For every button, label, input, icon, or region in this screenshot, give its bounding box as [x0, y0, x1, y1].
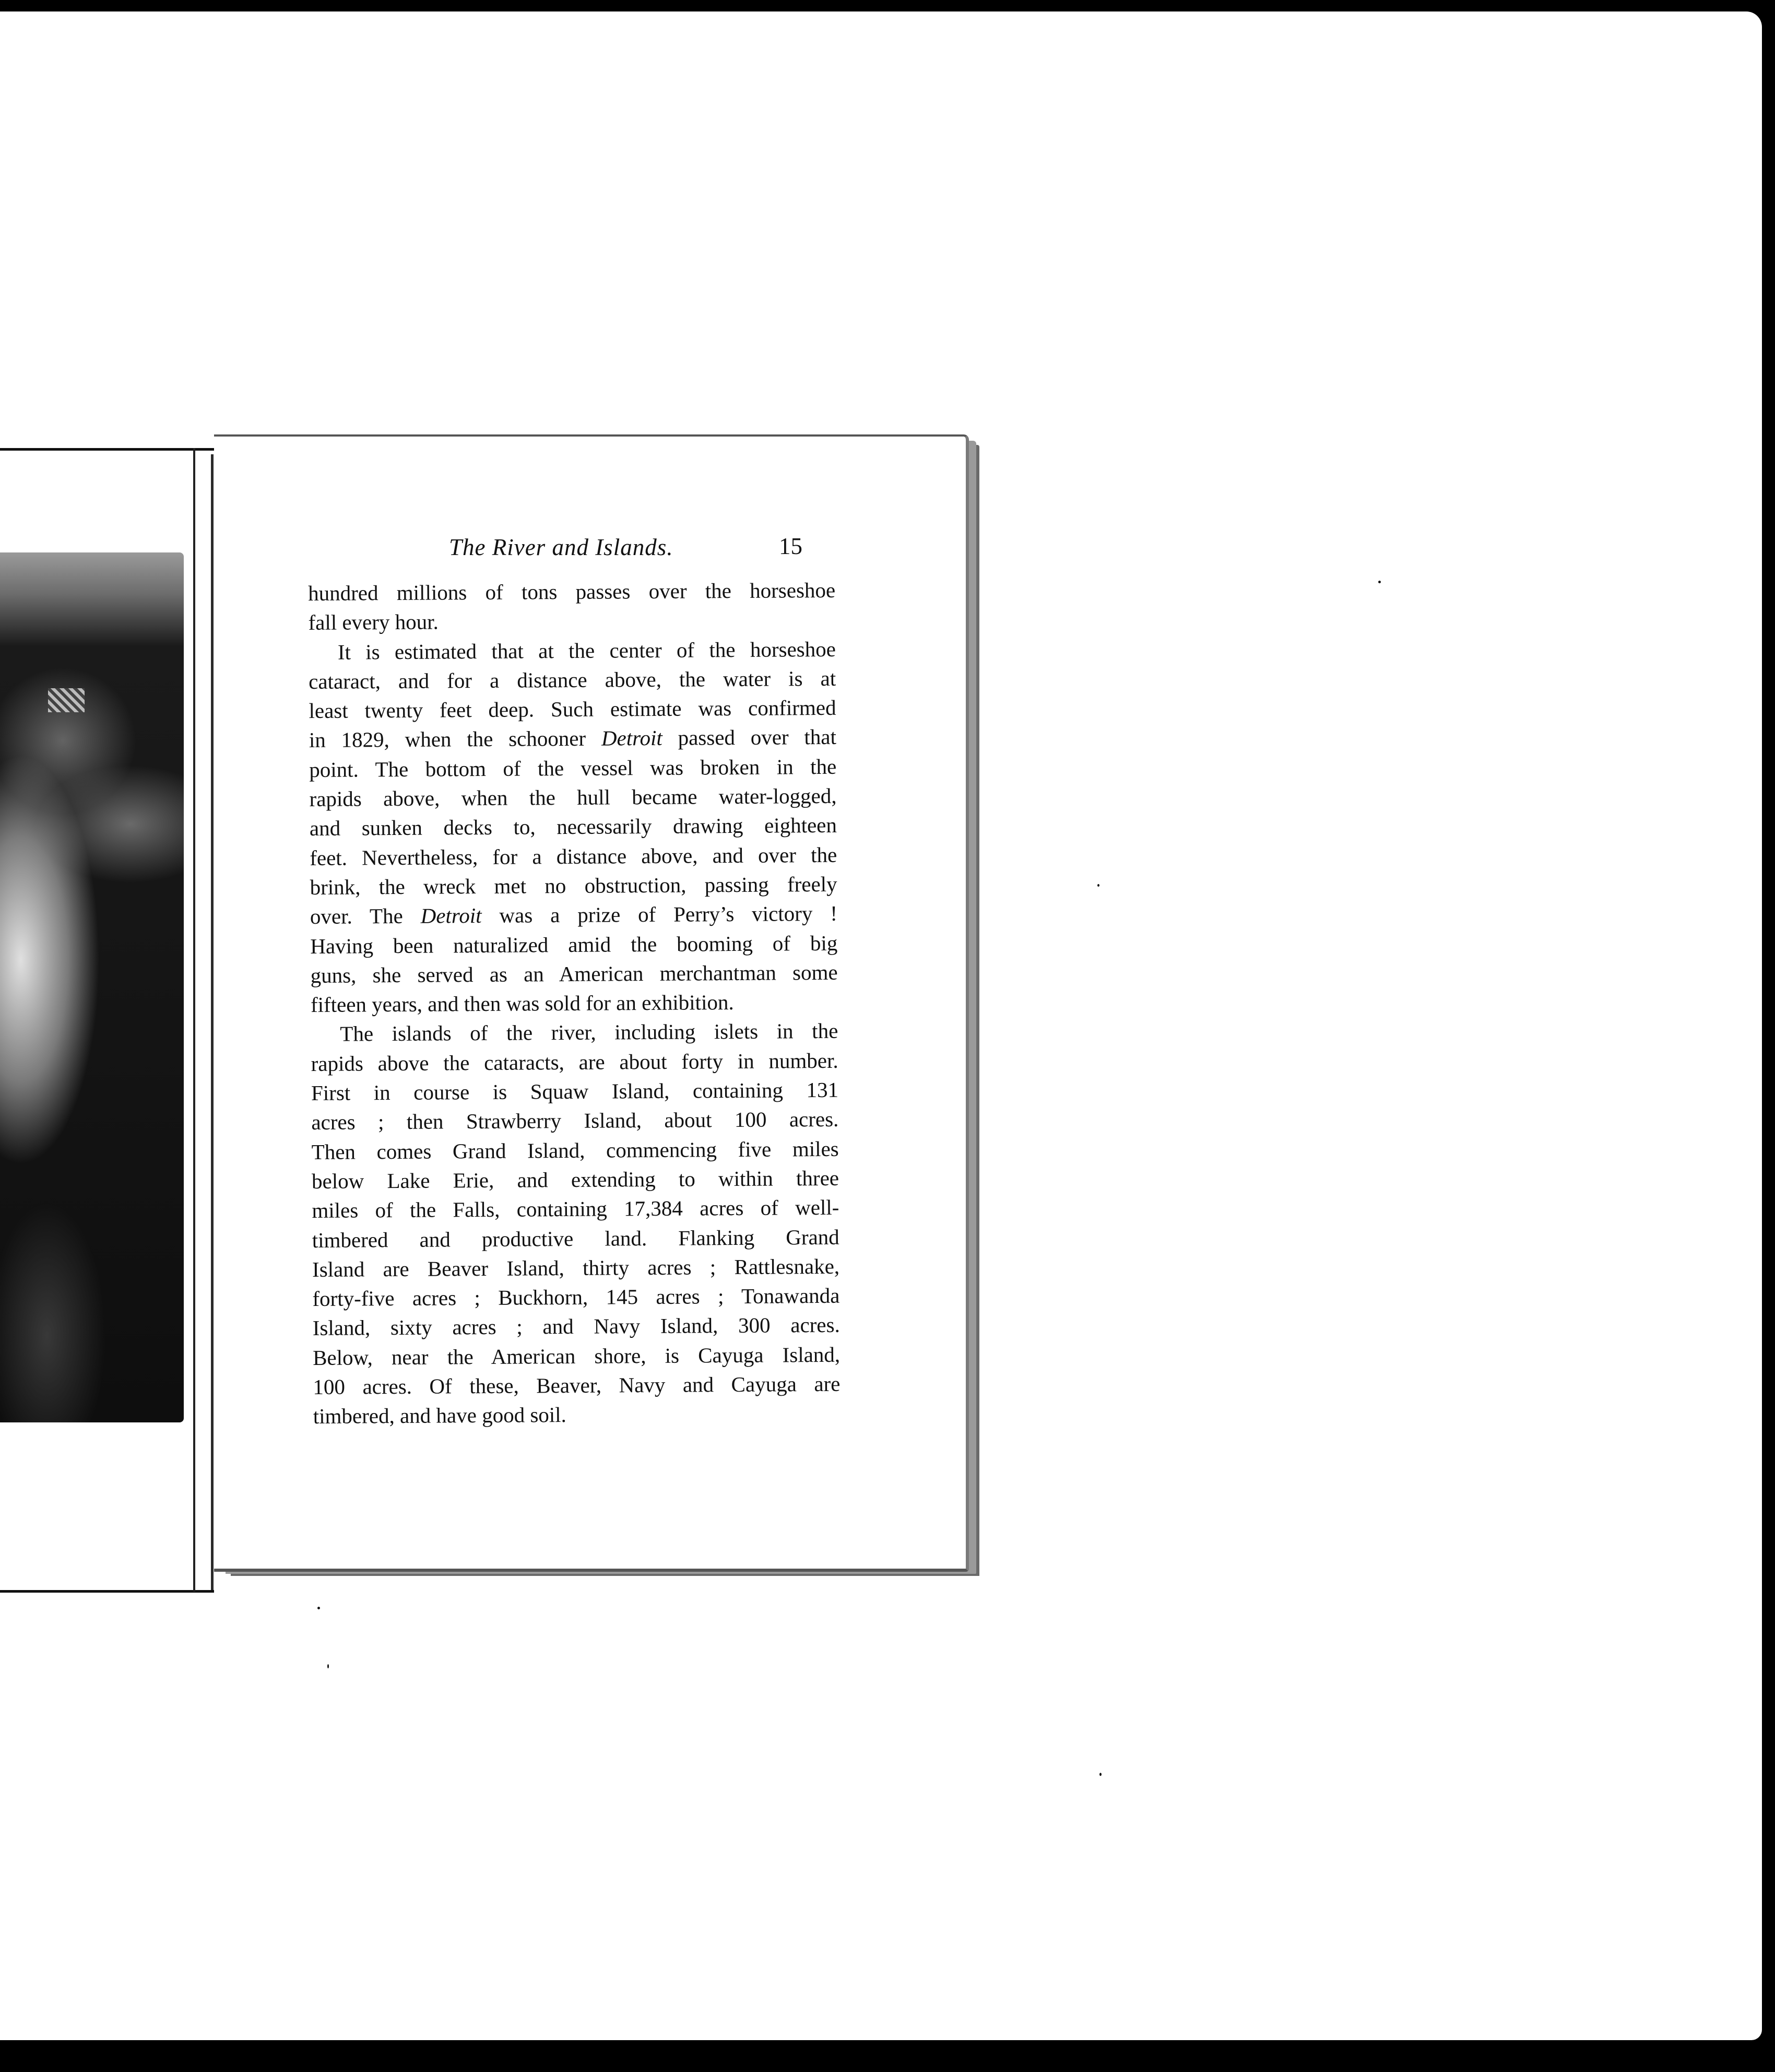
dust-speck: [317, 1607, 320, 1609]
text-segment: least twenty feet deep. Such estimate was confirmed: [309, 696, 836, 723]
text-line: [311, 1104, 838, 1137]
text-segment: over. The: [310, 903, 421, 929]
text-segment: Island, sixty acres ; and Navy Island, 300 acres.: [312, 1313, 840, 1340]
text-segment: brink, the wreck met no obstruction, passing freely: [310, 872, 837, 899]
text-segment: rapids above, when the hull became water-logged,: [309, 783, 837, 811]
text-line: [310, 869, 837, 902]
text-segment: First in course is Squaw Island, containing 131: [311, 1077, 839, 1105]
text-line: [311, 1016, 838, 1049]
text-segment: rapids above the cataracts, are about forty in number.: [311, 1048, 838, 1076]
text-line: [310, 810, 837, 843]
text-segment: Island are Beaver Island, thirty acres ; Rattlesnake,: [312, 1254, 840, 1281]
text-segment: fall every hour.: [308, 609, 439, 635]
text-line: [308, 575, 835, 608]
text-segment: The islands of the river, including islets in the: [340, 1019, 838, 1046]
text-segment: and sunken decks to, necessarily drawing eighteen: [309, 813, 837, 841]
text-line: [312, 1134, 839, 1166]
text-line: [313, 1398, 841, 1431]
text-segment: Having been naturalized amid the booming of big: [310, 931, 838, 958]
text-line: [311, 1075, 838, 1108]
text-segment: guns, she served as an American merchantman some: [310, 960, 838, 987]
text-segment: miles of the Falls, containing 17,384 acres of well-: [312, 1195, 839, 1223]
text-segment: forty-five acres ; Buckhorn, 145 acres ; Tonawanda: [312, 1283, 840, 1311]
text-line: [313, 1310, 840, 1343]
text-line: [309, 752, 836, 784]
dust-speck: [327, 1664, 329, 1668]
text-line: [310, 899, 837, 931]
running-head: [449, 534, 867, 570]
text-segment: Below, near the American shore, is Cayuga Island,: [312, 1342, 841, 1370]
italic-ship-name: Detroit: [601, 726, 662, 751]
text-segment: cataract, and for a distance above, the water is at: [309, 666, 836, 693]
page-edge: [211, 454, 214, 1590]
text-segment: feet. Nevertheless, for a distance above, and over the: [310, 842, 837, 870]
text-segment: Then comes Grand Island, commencing five miles: [311, 1136, 839, 1164]
book-gutter: [193, 448, 195, 1592]
text-line: [311, 1046, 838, 1078]
text-segment: passed over that: [662, 725, 837, 750]
text-segment: below Lake Erie, and extending to within three: [311, 1166, 839, 1193]
text-line: [309, 722, 836, 755]
text-line: [309, 693, 836, 725]
text-line: [309, 664, 836, 696]
text-line: [309, 781, 836, 814]
text-segment: fifteen years, and then was sold for an exhibition.: [310, 990, 734, 1017]
dust-speck: [1099, 1773, 1102, 1776]
dust-speck: [1378, 581, 1381, 583]
text-line: [311, 987, 838, 1019]
text-line: [308, 605, 835, 637]
text-line: [310, 958, 837, 990]
dust-speck: [1097, 884, 1099, 887]
text-line: [312, 1281, 839, 1313]
text-segment: It is estimated that at the center of the horseshoe: [337, 637, 836, 664]
text-line: [312, 1222, 839, 1254]
text-line: [312, 1193, 839, 1225]
text-line: [313, 1340, 840, 1372]
text-line: [312, 1163, 839, 1196]
text-segment: point. The bottom of the vessel was broken in the: [309, 754, 837, 782]
text-segment: hundred millions of tons passes over the horseshoe: [308, 578, 836, 605]
text-segment: 100 acres. Of these, Beaver, Navy and Cayuga are: [313, 1371, 841, 1399]
text-segment: acres ; then Strawberry Island, about 100 acres.: [311, 1107, 839, 1135]
page-number: 15: [779, 533, 802, 559]
photograph-plate-image: [0, 552, 184, 1422]
text-line: [312, 1252, 839, 1284]
italic-ship-name: Detroit: [420, 903, 482, 928]
text-line: [313, 1369, 840, 1402]
text-segment: timbered, and have good soil.: [313, 1403, 566, 1429]
text-line: [310, 928, 837, 960]
text-segment: in 1829, when the schooner: [309, 726, 602, 752]
photo-detail: [48, 688, 85, 712]
body-text: [308, 575, 841, 1431]
text-segment: timbered and productive land. Flanking Grand: [312, 1225, 839, 1252]
text-segment: was a prize of Perry’s victory !: [481, 901, 838, 928]
running-title: The River and Islands.: [449, 534, 673, 560]
text-line: [309, 634, 836, 666]
text-line: [310, 840, 837, 872]
